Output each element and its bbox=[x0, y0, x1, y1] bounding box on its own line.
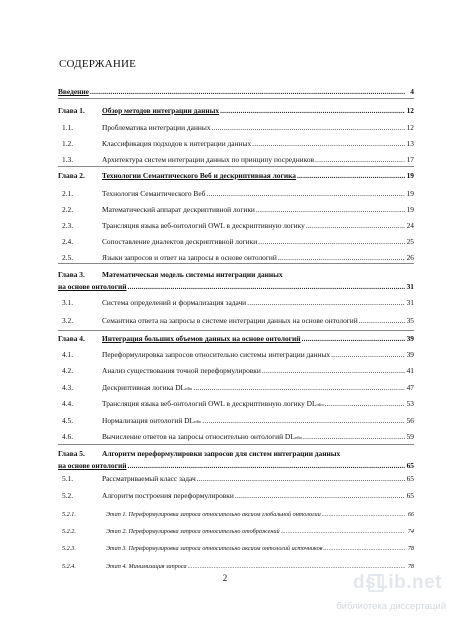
toc-entry-number: 5.2. bbox=[62, 491, 74, 500]
toc-entry-title: Классификация подходов к интеграции данных bbox=[102, 139, 252, 148]
toc-entry-number: 2.3. bbox=[62, 221, 74, 230]
toc-leader-dots bbox=[256, 205, 405, 214]
toc-leader-dots bbox=[127, 461, 405, 470]
toc-entry-title: Языки запросов и ответ на запросы в основе онтологий bbox=[102, 253, 277, 262]
toc-entry-title: Алгоритм переформулировки запросов для систем интеграции данных bbox=[102, 449, 341, 458]
toc-leader-dots bbox=[359, 316, 405, 325]
toc-leader-dots bbox=[247, 298, 405, 307]
toc-entry-title: Трансляция языка веб-онтологий OWL в дескриптивную логику DL bbox=[102, 399, 317, 408]
toc-entry-number: 2.5. bbox=[62, 253, 74, 262]
toc-entry[interactable] bbox=[58, 416, 414, 428]
toc-leader-dots bbox=[193, 383, 405, 392]
toc-entry-number: 1.3. bbox=[62, 155, 74, 164]
toc-leader-dots bbox=[281, 528, 405, 535]
toc-entry-title: Сопоставление диалектов дескриптивной логики bbox=[102, 237, 258, 246]
toc-entry-number: 5.2.4. bbox=[62, 563, 76, 570]
toc-entry-number: 4.1. bbox=[62, 350, 74, 359]
toc-entry-title: Рассматриваемый класс задач bbox=[102, 474, 196, 483]
toc-divider bbox=[58, 166, 414, 167]
toc-leader-dots bbox=[325, 399, 405, 408]
toc-leader-dots bbox=[323, 545, 405, 552]
toc-entry-number: 4.6. bbox=[62, 432, 74, 441]
toc-leader-dots bbox=[297, 171, 405, 180]
toc-entry-page: 19 bbox=[406, 205, 414, 214]
toc-entry-continuation bbox=[58, 461, 414, 473]
toc-entry[interactable] bbox=[58, 139, 414, 151]
toc-entry-number: Глава 4. bbox=[58, 334, 85, 343]
toc-entry-title: Дескриптивная логика DL bbox=[102, 383, 186, 392]
toc-leader-dots bbox=[127, 282, 405, 291]
toc-entry-page: 53 bbox=[406, 399, 414, 408]
toc-entry-number: 3.2. bbox=[62, 316, 74, 325]
toc-entry-title: Этап 3. Переформулировка запроса относительно аксиом онтологий источников bbox=[106, 545, 323, 552]
toc-entry-number: Глава 3. bbox=[58, 270, 85, 279]
toc-entry-subscript: rdio bbox=[294, 435, 303, 440]
toc-leader-dots bbox=[262, 366, 405, 375]
toc-entry-title: Технологии Семантического Веб и дескриптивная логика bbox=[102, 171, 296, 180]
toc-leader-dots bbox=[303, 432, 405, 441]
toc-heading: СОДЕРЖАНИЕ bbox=[59, 58, 137, 70]
toc-leader-dots bbox=[278, 253, 405, 262]
toc-entry-number: 2.4. bbox=[62, 237, 74, 246]
toc-divider bbox=[58, 444, 414, 445]
toc-entry[interactable] bbox=[58, 270, 414, 282]
toc-entry-title: Этап 4. Минимизация запроса bbox=[106, 563, 187, 570]
toc-entry-page: 19 bbox=[406, 189, 414, 198]
toc-entry[interactable] bbox=[58, 350, 414, 362]
toc-leader-dots bbox=[331, 350, 405, 359]
toc-entry-title: Этап 1. Переформулировка запроса относительно аксиом глобальной онтологии bbox=[106, 511, 321, 518]
toc-entry[interactable] bbox=[58, 205, 414, 217]
watermark-tagline: библиотека диссертаций bbox=[336, 601, 446, 612]
toc-entry-title: Архитектура систем интеграции данных по принципу посредников bbox=[102, 155, 315, 164]
toc-entry[interactable] bbox=[58, 449, 414, 461]
toc-entry-number: 1.2. bbox=[62, 139, 74, 148]
toc-entry[interactable] bbox=[58, 316, 414, 328]
toc-entry[interactable] bbox=[58, 171, 414, 183]
toc-entry-title: Вычисление ответов на запросы относительно онтологий DL bbox=[102, 432, 295, 441]
toc-entry[interactable] bbox=[58, 511, 414, 523]
toc-entry-number: 5.2.3. bbox=[62, 545, 76, 552]
toc-entry-page: 78 bbox=[407, 545, 414, 552]
toc-entry-number: 5.1. bbox=[62, 474, 74, 483]
toc-entry[interactable] bbox=[58, 221, 414, 233]
toc-divider bbox=[58, 330, 414, 331]
toc-entry-number: 5.2.2. bbox=[62, 528, 76, 535]
toc-entry[interactable] bbox=[58, 366, 414, 378]
toc-entry-page: 78 bbox=[407, 563, 414, 570]
toc-entry-page: 35 bbox=[406, 316, 414, 325]
toc-entry-page: 12 bbox=[406, 123, 414, 132]
page-number: 2 bbox=[222, 573, 228, 583]
toc-entry-number: 3.1. bbox=[62, 298, 74, 307]
toc-entry[interactable] bbox=[58, 237, 414, 249]
toc-leader-dots bbox=[322, 511, 405, 518]
toc-entry-subscript: rdio bbox=[194, 419, 202, 424]
toc-leader-dots bbox=[306, 221, 405, 230]
toc-entry-title: Проблематика интеграции данных bbox=[102, 123, 211, 132]
toc-divider bbox=[58, 263, 414, 264]
toc-entry-subscript: rdio bbox=[316, 402, 324, 407]
toc-entry-title: Нормализация онтологий DL bbox=[102, 416, 194, 425]
toc-entry-title: Система определений и формализация задачи bbox=[102, 298, 247, 307]
toc-entry-number: 2.1. bbox=[62, 189, 74, 198]
toc-leader-dots bbox=[212, 123, 405, 132]
toc-entry-page: 31 bbox=[406, 298, 414, 307]
toc-entry-page: 24 bbox=[406, 221, 414, 230]
toc-entry-number: 4.2. bbox=[62, 366, 74, 375]
toc-entry-number: 5.2.1. bbox=[62, 511, 76, 518]
toc-entry-title-continued: на основе онтологий bbox=[58, 461, 127, 470]
toc-entry-page: 39 bbox=[406, 350, 414, 359]
toc-entry-page: 31 bbox=[406, 282, 414, 291]
toc-entry-page: 41 bbox=[406, 366, 414, 375]
toc-entry-page: 65 bbox=[406, 491, 414, 500]
toc-leader-dots bbox=[258, 237, 405, 246]
toc-leader-dots bbox=[90, 87, 405, 96]
toc-entry[interactable] bbox=[58, 123, 414, 135]
toc-entry-number: 1.1. bbox=[62, 123, 74, 132]
toc-entry-page: 65 bbox=[406, 461, 414, 470]
toc-entry[interactable] bbox=[58, 298, 414, 310]
toc-entry-number: 4.3. bbox=[62, 383, 74, 392]
toc-entry[interactable] bbox=[58, 399, 414, 411]
toc-entry-page: 17 bbox=[406, 155, 414, 164]
toc-entry-number: 4.5. bbox=[62, 416, 74, 425]
toc-entry-page: 25 bbox=[406, 237, 414, 246]
toc-entry-number: Глава 2. bbox=[58, 171, 85, 180]
toc-entry-page: 74 bbox=[407, 528, 414, 535]
toc-entry-title: Анализ существования точной переформулировки bbox=[102, 366, 261, 375]
toc-entry-title: Математический аппарат дескриптивной логики bbox=[102, 205, 255, 214]
toc-entry[interactable] bbox=[58, 528, 414, 540]
toc-entry[interactable] bbox=[58, 432, 414, 444]
toc-entry[interactable] bbox=[58, 491, 414, 503]
toc-entry-page: 66 bbox=[407, 511, 414, 518]
toc-entry-title: Трансляция языка веб-онтологий OWL в дескриптивную логику bbox=[102, 221, 305, 230]
toc-entry[interactable] bbox=[58, 106, 414, 118]
toc-leader-dots bbox=[235, 491, 405, 500]
toc-entry-title: Математическая модель системы интеграции данных bbox=[102, 270, 283, 279]
toc-entry-title: Обзор методов интеграции данных bbox=[102, 106, 220, 115]
toc-entry-title: Технология Семантического Веб bbox=[102, 189, 206, 198]
toc-entry-continuation bbox=[58, 282, 414, 294]
toc-entry-page: 59 bbox=[406, 432, 414, 441]
toc-entry-title: Интеграция больших объемов данных на основе онтологий bbox=[102, 334, 301, 343]
toc-entry-title: Этап 2. Переформулировка запроса относительно отображений bbox=[106, 528, 280, 535]
toc-entry-number: 4.4. bbox=[62, 399, 74, 408]
toc-entry-page: 47 bbox=[406, 383, 414, 392]
toc-leader-dots bbox=[302, 334, 405, 343]
toc-entry-page: 4 bbox=[410, 87, 414, 96]
toc-entry-page: 65 bbox=[406, 474, 414, 483]
toc-entry-title-continued: на основе онтологий bbox=[58, 282, 127, 291]
toc-entry[interactable] bbox=[58, 474, 414, 486]
toc-leader-dots bbox=[220, 106, 405, 115]
toc-leader-dots bbox=[206, 189, 405, 198]
toc-entry-page: 56 bbox=[406, 416, 414, 425]
toc-leader-dots bbox=[315, 155, 405, 164]
toc-entry[interactable] bbox=[58, 189, 414, 201]
toc-entry-title: Переформулировка запросов относительно системы интеграции данных bbox=[102, 350, 331, 359]
toc-entry[interactable] bbox=[58, 383, 414, 395]
toc-leader-dots bbox=[197, 474, 405, 483]
toc-entry[interactable] bbox=[58, 545, 414, 557]
toc-entry-page: 19 bbox=[406, 171, 414, 180]
toc-divider bbox=[58, 98, 414, 99]
toc-entry-title: Алгоритм построения переформулировки bbox=[102, 491, 234, 500]
watermark-logo bbox=[336, 568, 448, 620]
toc-entry-page: 13 bbox=[406, 139, 414, 148]
watermark-brand: dsLib.net bbox=[353, 572, 442, 593]
toc-entry-number: Глава 1. bbox=[58, 106, 85, 115]
toc-leader-dots bbox=[252, 139, 405, 148]
toc-entry-page: 12 bbox=[406, 106, 414, 115]
toc-entry-subscript: rdio bbox=[185, 386, 193, 391]
toc-entry-page: 39 bbox=[406, 334, 414, 343]
toc-entry-number: 2.2. bbox=[62, 205, 74, 214]
toc-entry-title: Введение bbox=[58, 87, 89, 96]
toc-entry-number: Глава 5. bbox=[58, 449, 85, 458]
toc-entry-page: 26 bbox=[406, 253, 414, 262]
toc-leader-dots bbox=[202, 416, 405, 425]
toc-entry-title: Семантика ответа на запросы в системе интеграции данных на основе онтологий bbox=[102, 316, 358, 325]
toc-entry[interactable] bbox=[58, 334, 414, 346]
